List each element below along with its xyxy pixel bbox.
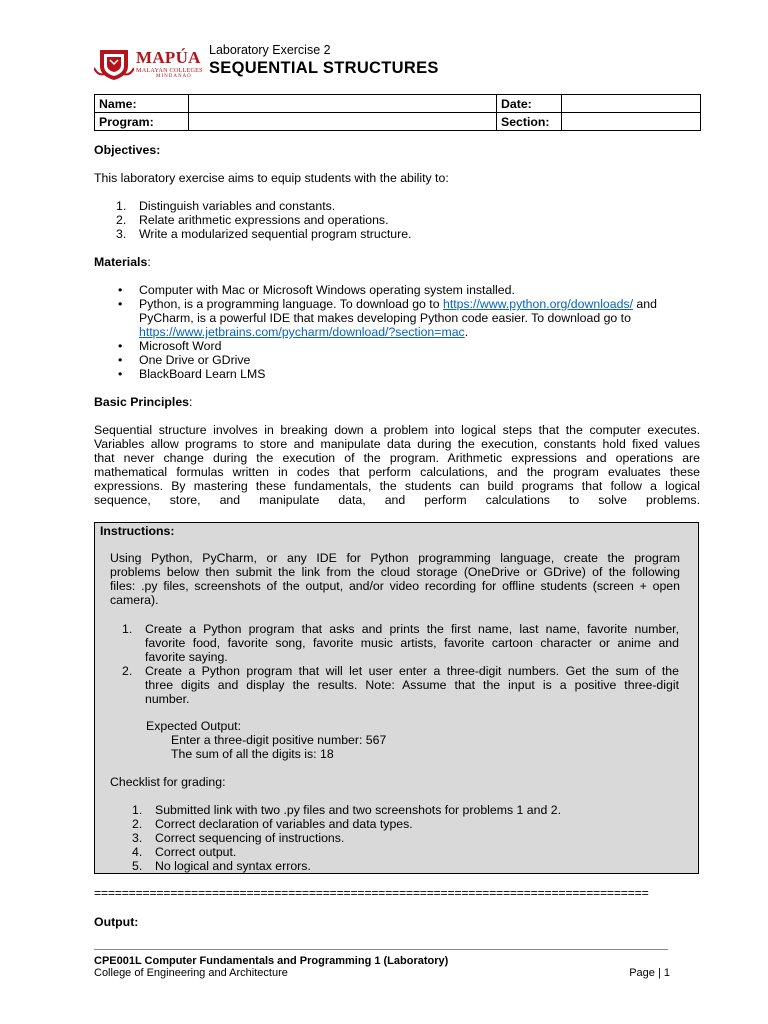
checklist-label: Checklist for grading:	[110, 775, 226, 789]
mapua-seal-icon	[94, 46, 134, 82]
program-label: Program:	[95, 113, 189, 131]
list-item: • One Drive or GDrive	[118, 353, 251, 367]
list-item: 1. Distinguish variables and constants.	[116, 199, 336, 213]
section-label: Section:	[497, 113, 562, 131]
date-label: Date:	[497, 95, 562, 113]
date-field[interactable]	[562, 95, 701, 113]
list-item: 3. Correct sequencing of instructions.	[132, 831, 345, 845]
mapua-logo	[94, 46, 204, 82]
footer-course: CPE001L Computer Fundamentals and Programming 1 (Laboratory)	[94, 955, 449, 967]
document-header	[94, 42, 700, 82]
list-item: • Microsoft Word	[118, 339, 222, 353]
footer-college: College of Engineering and Architecture	[94, 967, 288, 979]
name-label: Name:	[95, 95, 189, 113]
python-download-link[interactable]: https://www.python.org/downloads/	[442, 297, 634, 311]
footer-page-number: Page | 1	[629, 967, 670, 979]
expected-output-label: Expected Output:	[146, 719, 242, 733]
list-item: • Computer with Mac or Microsoft Windows operating system installed.	[118, 283, 515, 297]
list-item: 2. Relate arithmetic expressions and operations.	[116, 213, 389, 227]
principles-heading: Basic Principles:	[94, 395, 193, 409]
instructions-intro: Using Python, PyCharm, or any IDE for Python programming language, create the program problems below then submit the link from the cloud storage (OneDrive or GDrive) of the following files: .py files, screenshots of the output, and/or video recording for offline students (screen + open camera).	[110, 551, 680, 607]
instructions-heading: Instructions:	[100, 524, 175, 538]
materials-list	[94, 283, 700, 381]
list-item: 2. Create a Python program that will let user enter a three-digit numbers. Get the sum of the three digits and display the results. Note: Assume that the input is a positive three-digit number.	[122, 664, 679, 706]
objectives-intro: This laboratory exercise aims to equip students with the ability to:	[94, 171, 449, 185]
list-item: • BlackBoard Learn LMS	[118, 367, 266, 381]
program-field[interactable]	[189, 113, 497, 131]
list-item: 2. Correct declaration of variables and data types.	[132, 817, 413, 831]
document-title: SEQUENTIAL STRUCTURES	[209, 59, 439, 77]
footer-divider	[94, 949, 668, 950]
principles-paragraph: Sequential structure involves in breaking down a problem into logical steps that the computer executes. Variables allow programs to store and manipulate data during the execution, constants hold fixed values that never change during the execution of the program. Arithmetic expressions and operations are mathematical formulas written in codes that perform calculations, and the program evaluates these expressions. By mastering these fundamentals, the students can build programs that follow a logical sequence, store, and manipulate data, and perform calculations to solve problems.	[94, 423, 700, 507]
expected-output-line: The sum of all the digits is: 18	[171, 747, 334, 761]
logo-subtitle: MALAYAN COLLEGES	[136, 67, 203, 74]
checklist	[105, 803, 685, 873]
name-field[interactable]	[189, 95, 497, 113]
list-item: 5. No logical and syntax errors.	[132, 859, 311, 873]
list-item: 4. Correct output.	[132, 845, 237, 859]
section-field[interactable]	[562, 113, 701, 131]
separator-line: ================================================================================	[94, 886, 649, 900]
materials-heading: Materials:	[94, 255, 151, 269]
output-heading: Output:	[94, 915, 139, 929]
logo-name: MAPÚA	[136, 48, 201, 67]
instructions-box	[94, 522, 699, 874]
objectives-list	[94, 199, 700, 241]
exercise-label: Laboratory Exercise 2	[209, 43, 331, 57]
objectives-heading: Objectives:	[94, 143, 161, 157]
student-info-table	[94, 94, 701, 131]
problem-list	[95, 622, 679, 706]
list-item: 1. Submitted link with two .py files and two screenshots for problems 1 and 2.	[132, 803, 561, 817]
pycharm-download-link[interactable]: https://www.jetbrains.com/pycharm/download/?section=mac	[139, 325, 465, 339]
logo-campus: MINDANAO	[156, 74, 192, 79]
list-item: • Python, is a programming language. To download go to https://www.python.org/downloads/ and PyCharm, is a powerful IDE that makes developing Python code easier. To download go to https://www.jetbrains.com/pycharm/download/?section=mac.	[118, 297, 657, 339]
list-item: 1. Create a Python program that asks and prints the first name, last name, favorite number, favorite food, favorite song, favorite music artists, favorite cartoon character or anime and favorite saying.	[122, 622, 679, 664]
list-item: 3. Write a modularized sequential program structure.	[116, 227, 412, 241]
expected-output-line: Enter a three-digit positive number: 567	[171, 733, 387, 747]
